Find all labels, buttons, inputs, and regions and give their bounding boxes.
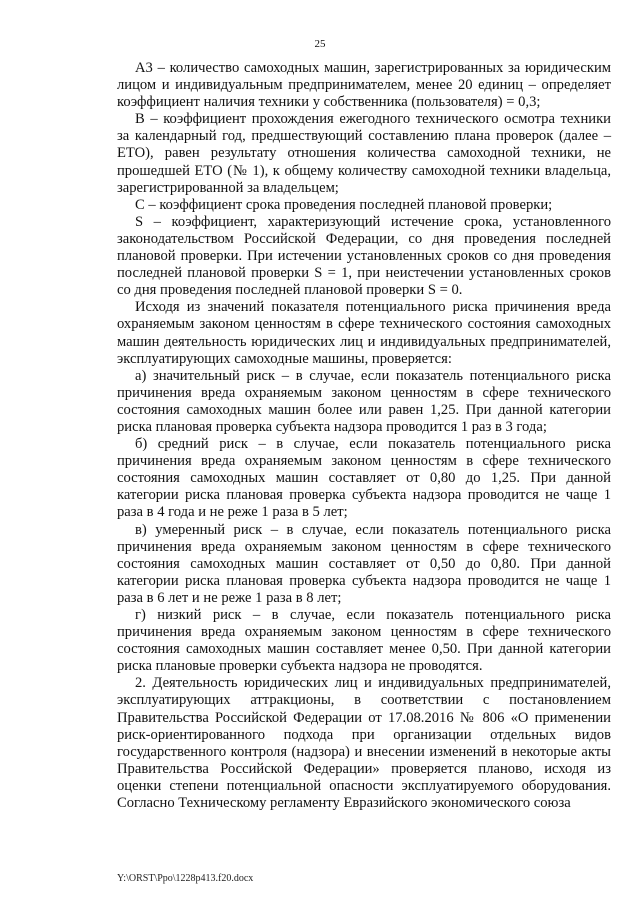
paragraph-risk-medium: б) средний риск – в случае, если показатель потенциального риска причинения вреда охраняемым законом ценностям в сфере технического состояния самоходных машин составляет от 0,80 до 1,25. При данной категории риска плановая проверка субъекта надзора проводится не чаще 1 раза в 4 года и не реже 1 раза в 5 лет;: [117, 436, 611, 521]
paragraph-b: В – коэффициент прохождения ежегодного технического осмотра техники за календарный год, предшествующий составлению плана проверок (далее – ЕТО), равен результату отношения количества самоходной техники, не прошедшей ЕТО (№ 1), к общему количеству самоходной техники владельца, зарегистрированной за владельцем;: [117, 111, 611, 196]
document-body: [117, 60, 611, 812]
paragraph-risk-low: г) низкий риск – в случае, если показатель потенциального риска причинения вреда охраняемым законом ценностям в сфере технического состояния самоходных машин составляет менее 0,50. При данной категории риска плановые проверки субъекта надзора не проводятся.: [117, 607, 611, 675]
paragraph-risk-moderate: в) умеренный риск – в случае, если показатель потенциального риска причинения вреда охраняемым законом ценностям в сфере технического состояния самоходных машин составляет от 0,50 до 0,80. При данной категории риска плановая проверка субъекта надзора проводится не чаще 1 раза в 6 лет и не реже 1 раза в 8 лет;: [117, 521, 611, 606]
page-number: 25: [314, 38, 326, 50]
paragraph-a3: А3 – количество самоходных машин, зарегистрированных за юридическим лицом и индивидуальным предпринимателем, менее 20 единиц – определяет коэффициент наличия техники у собственника (пользователя) = 0,3;: [117, 60, 611, 111]
footer-file-path: Y:\ORST\Ppo\1228p413.f20.docx: [117, 873, 254, 884]
paragraph-section-2: 2. Деятельность юридических лиц и индивидуальных предпринимателей, эксплуатирующих аттракционы, в соответствии с постановлением Правительства Российской Федерации от 17.08.2016 № 806 «О применении риск-ориентированного подхода при организации отдельных видов государственного контроля (надзора) и внесении изменений в некоторые акты Правительства Российской Федерации» проверяется планово, исходя из оценки степени потенциальной опасности эксплуатируемого оборудования. Согласно Техническому регламенту Евразийского экономического союза: [117, 675, 611, 812]
paragraph-risk-intro: Исходя из значений показателя потенциального риска причинения вреда охраняемым законом ценностям в сфере технического состояния самоходных машин деятельность юридических лиц и индивидуальных предпринимателей, эксплуатирующих самоходные машины, проверяется:: [117, 299, 611, 367]
paragraph-risk-significant: а) значительный риск – в случае, если показатель потенциального риска причинения вреда охраняемым законом ценностям в сфере технического состояния самоходных машин более или равен 1,25. При данной категории риска плановая проверка субъекта надзора проводится 1 раз в 3 года;: [117, 367, 611, 435]
paragraph-s: S – коэффициент, характеризующий истечение срока, установленного законодательством Российской Федерации, со дня проведения последней плановой проверки. При истечении установленных сроков со дня проведения последней плановой проверки S = 1, при неистечении установленных сроков со дня проведения последней плановой проверки S = 0.: [117, 213, 611, 299]
paragraph-c: С – коэффициент срока проведения последней плановой проверки;: [135, 196, 553, 213]
